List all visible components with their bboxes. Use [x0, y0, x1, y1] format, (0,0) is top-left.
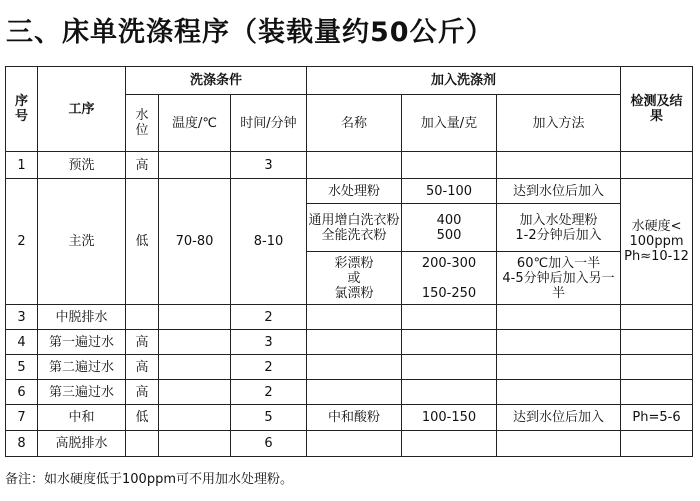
cell-time: 3 — [231, 152, 307, 179]
cell-no: 5 — [6, 355, 38, 380]
cell-time: 8-10 — [231, 179, 307, 305]
cell-name — [307, 305, 402, 330]
cell-process: 中和 — [38, 405, 126, 431]
cell-temp — [159, 355, 231, 380]
cell-no: 7 — [6, 405, 38, 431]
table-row — [6, 330, 693, 355]
header-amount: 加入量/克 — [402, 95, 497, 152]
name-line: 彩漂粉 — [334, 255, 374, 271]
header-process: 工序 — [38, 67, 126, 152]
cell-temp — [159, 330, 231, 355]
cell-no: 6 — [6, 380, 38, 405]
cell-temp — [159, 380, 231, 405]
footnote: 备注：如水硬度低于100ppm可不用加水处理粉。 — [5, 472, 293, 487]
cell-process: 第二遍过水 — [38, 355, 126, 380]
cell-temp: 70-80 — [159, 179, 231, 305]
cell-check — [621, 431, 693, 457]
check-line: 100ppm — [629, 234, 684, 249]
cell-process: 第一遍过水 — [38, 330, 126, 355]
cell-temp — [159, 405, 231, 431]
method-line: 60℃加入一半 — [516, 255, 601, 271]
cell-time: 5 — [231, 405, 307, 431]
cell-time: 3 — [231, 330, 307, 355]
cell-name — [307, 330, 402, 355]
cell-name — [307, 252, 402, 305]
cell-check — [621, 179, 693, 305]
cell-time: 6 — [231, 431, 307, 457]
page-title: 三、床单洗涤程序（装载量约50公斤） — [6, 17, 494, 48]
table-row — [6, 152, 693, 179]
cell-method: 达到水位后加入 — [497, 179, 621, 204]
cell-name: 水处理粉 — [307, 179, 402, 204]
cell-method — [497, 252, 621, 305]
cell-level: 高 — [126, 152, 159, 179]
cell-name — [307, 380, 402, 405]
cell-check — [621, 152, 693, 179]
cell-method — [497, 380, 621, 405]
cell-level: 低 — [126, 179, 159, 305]
header-method: 加入方法 — [497, 95, 621, 152]
table-row — [6, 431, 693, 457]
cell-method: 达到水位后加入 — [497, 405, 621, 431]
table-row — [6, 179, 693, 204]
header-wash-conditions: 洗涤条件 — [126, 67, 307, 95]
cell-process: 第三遍过水 — [38, 380, 126, 405]
cell-process: 主洗 — [38, 179, 126, 305]
cell-amount: 50-100 — [402, 179, 497, 204]
header-water-level: 水位 — [126, 95, 159, 152]
method-line: 4-5分钟后加入另一半 — [502, 270, 615, 301]
table-row — [6, 305, 693, 330]
header-seq: 序号 — [6, 67, 38, 152]
table-row — [6, 355, 693, 380]
cell-no: 1 — [6, 152, 38, 179]
amount-line: 500 — [436, 227, 462, 243]
header-name: 名称 — [307, 95, 402, 152]
cell-level: 低 — [126, 405, 159, 431]
cell-level: 高 — [126, 355, 159, 380]
cell-method — [497, 204, 621, 252]
header-check-result: 检测及结果 — [621, 67, 693, 152]
cell-no: 8 — [6, 431, 38, 457]
cell-process: 预洗 — [38, 152, 126, 179]
cell-method — [497, 355, 621, 380]
table-row — [6, 405, 693, 431]
cell-level: 高 — [126, 330, 159, 355]
cell-time: 2 — [231, 305, 307, 330]
cell-amount — [402, 252, 497, 305]
cell-method — [497, 305, 621, 330]
cell-level: 高 — [126, 380, 159, 405]
name-line: 全能洗衣粉 — [321, 227, 387, 243]
cell-temp — [159, 305, 231, 330]
check-line: Ph≈10-12 — [624, 249, 689, 264]
cell-name — [307, 355, 402, 380]
washing-procedure-table — [5, 66, 693, 457]
cell-no: 2 — [6, 179, 38, 305]
header-add-detergent: 加入洗涤剂 — [307, 67, 621, 95]
cell-check: Ph=5-6 — [621, 405, 693, 431]
amount-line: 150-250 — [421, 285, 477, 301]
cell-amount — [402, 431, 497, 457]
cell-no: 4 — [6, 330, 38, 355]
cell-check — [621, 355, 693, 380]
table-row — [6, 380, 693, 405]
cell-name — [307, 431, 402, 457]
cell-amount — [402, 204, 497, 252]
cell-amount — [402, 330, 497, 355]
cell-amount: 100-150 — [402, 405, 497, 431]
cell-temp — [159, 152, 231, 179]
cell-process: 高脱排水 — [38, 431, 126, 457]
cell-amount — [402, 380, 497, 405]
cell-check — [621, 330, 693, 355]
header-time: 时间/分钟 — [231, 95, 307, 152]
cell-time: 2 — [231, 355, 307, 380]
cell-no: 3 — [6, 305, 38, 330]
cell-amount — [402, 355, 497, 380]
cell-check — [621, 305, 693, 330]
name-line: 氯漂粉 — [334, 285, 374, 301]
cell-method — [497, 152, 621, 179]
cell-name — [307, 204, 402, 252]
check-line: 水硬度< — [631, 219, 682, 234]
cell-level — [126, 431, 159, 457]
method-line: 1-2分钟后加入 — [515, 227, 602, 243]
cell-name: 中和酸粉 — [307, 405, 402, 431]
cell-level — [126, 305, 159, 330]
name-line: 通用增白洗衣粉 — [308, 212, 400, 228]
cell-name — [307, 152, 402, 179]
header-temperature: 温度/℃ — [159, 95, 231, 152]
cell-temp — [159, 431, 231, 457]
cell-amount — [402, 305, 497, 330]
cell-method — [497, 431, 621, 457]
name-line: 或 — [347, 270, 361, 286]
method-line: 加入水处理粉 — [519, 212, 598, 228]
cell-process: 中脱排水 — [38, 305, 126, 330]
cell-check — [621, 380, 693, 405]
amount-line: 400 — [436, 212, 462, 228]
cell-amount — [402, 152, 497, 179]
cell-method — [497, 330, 621, 355]
amount-line: 200-300 — [421, 255, 477, 271]
cell-time: 2 — [231, 380, 307, 405]
